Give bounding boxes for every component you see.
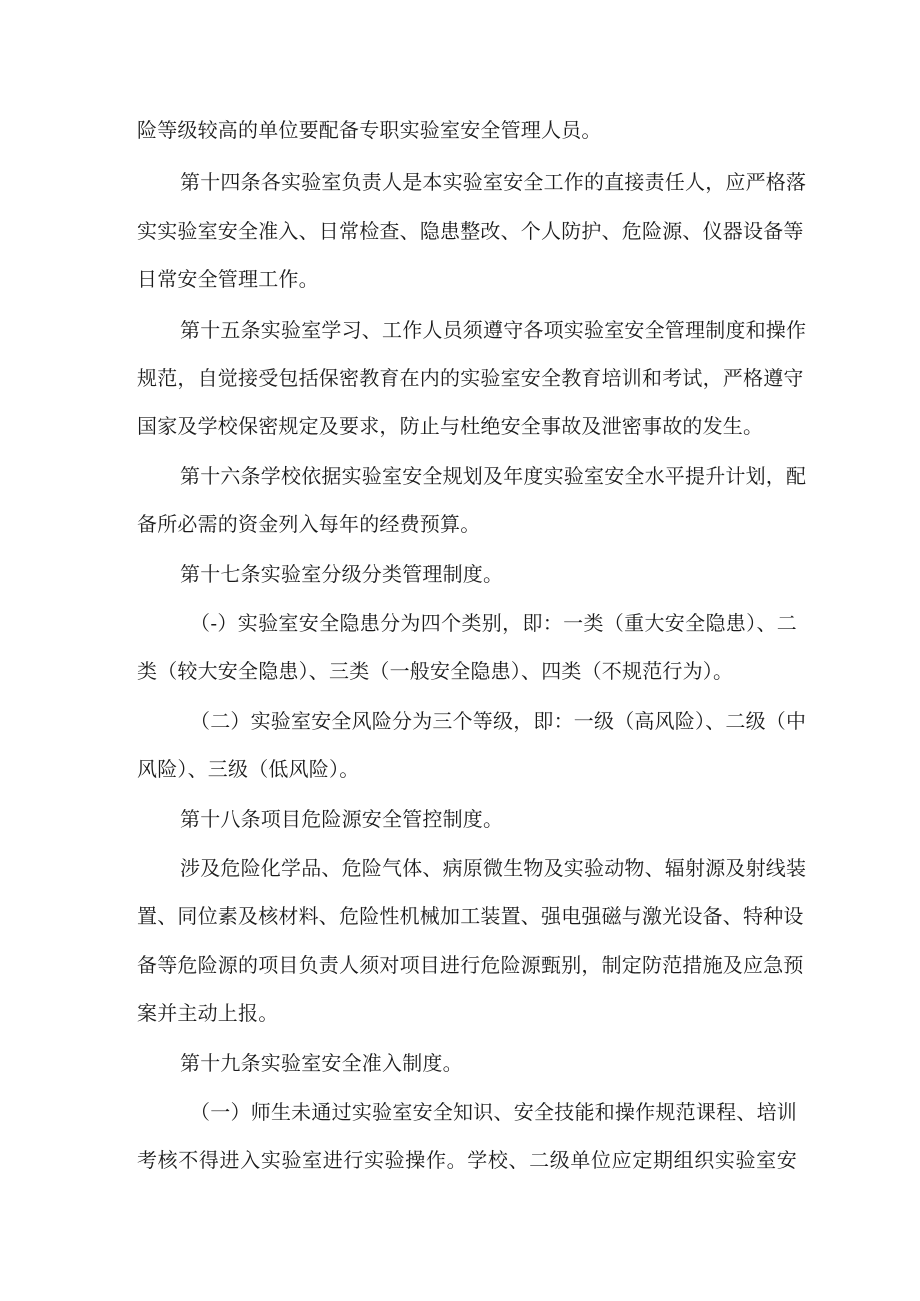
article-16-line-2: 备所必需的资金列入每年的经费预算。 — [137, 512, 481, 536]
article-17-item-1-line-2: 类（较大安全隐患）、三类（一般安全隐患）、四类（不规范行为）。 — [137, 659, 734, 683]
text-line-1: 险等级较高的单位要配备专职实验室安全管理人员。 — [137, 118, 602, 142]
article-19-heading: 第十九条实验室安全准入制度。 — [180, 1051, 463, 1075]
article-18-line-4: 案并主动上报。 — [137, 1001, 279, 1025]
article-18-line-1: 涉及危险化学品、危险气体、病原微生物及实验动物、辐射源及射线装 — [180, 856, 807, 880]
article-14-line-1: 第十四条各实验室负责人是本实验室安全工作的直接责任人，应严格落 — [180, 170, 807, 194]
article-15-line-3: 国家及学校保密规定及要求，防止与杜绝安全事故及泄密事故的发生。 — [137, 414, 764, 438]
article-17-item-2-line-2: 风险）、三级（低风险）。 — [137, 757, 360, 781]
article-18-heading: 第十八条项目危险源安全管控制度。 — [180, 807, 504, 831]
article-14-line-3: 日常安全管理工作。 — [137, 267, 319, 291]
article-16-line-1: 第十六条学校依据实验室安全规划及年度实验室安全水平提升计划，配 — [180, 464, 807, 488]
article-18-line-2: 置、同位素及核材料、危险性机械加工装置、强电强磁与激光设备、特种设 — [137, 904, 804, 928]
article-19-item-1-line-2: 考核不得进入实验室进行实验操作。学校、二级单位应定期组织实验室安 — [137, 1148, 797, 1172]
article-17-item-1-line-1: （-）实验室安全隐患分为四个类别，即：一类（重大安全隐患）、二 — [190, 611, 797, 635]
article-17-item-2-line-1: （二）实验室安全风险分为三个等级，即：一级（高风险）、二级（中 — [190, 709, 807, 733]
article-15-line-1: 第十五条实验室学习、工作人员须遵守各项实验室安全管理制度和操作 — [180, 318, 807, 342]
article-18-line-3: 备等危险源的项目负责人须对项目进行危险源甄别，制定防范措施及应急预 — [137, 953, 804, 977]
article-17-heading: 第十七条实验室分级分类管理制度。 — [180, 562, 504, 586]
article-19-item-1-line-1: （一）师生未通过实验室安全知识、安全技能和操作规范课程、培训 — [190, 1100, 797, 1124]
article-15-line-2: 规范，自觉接受包括保密教育在内的实验室安全教育培训和考试，严格遵守 — [137, 366, 804, 390]
article-14-line-2: 实实验室安全准入、日常检查、隐患整改、个人防护、危险源、仪器设备等 — [137, 219, 804, 243]
